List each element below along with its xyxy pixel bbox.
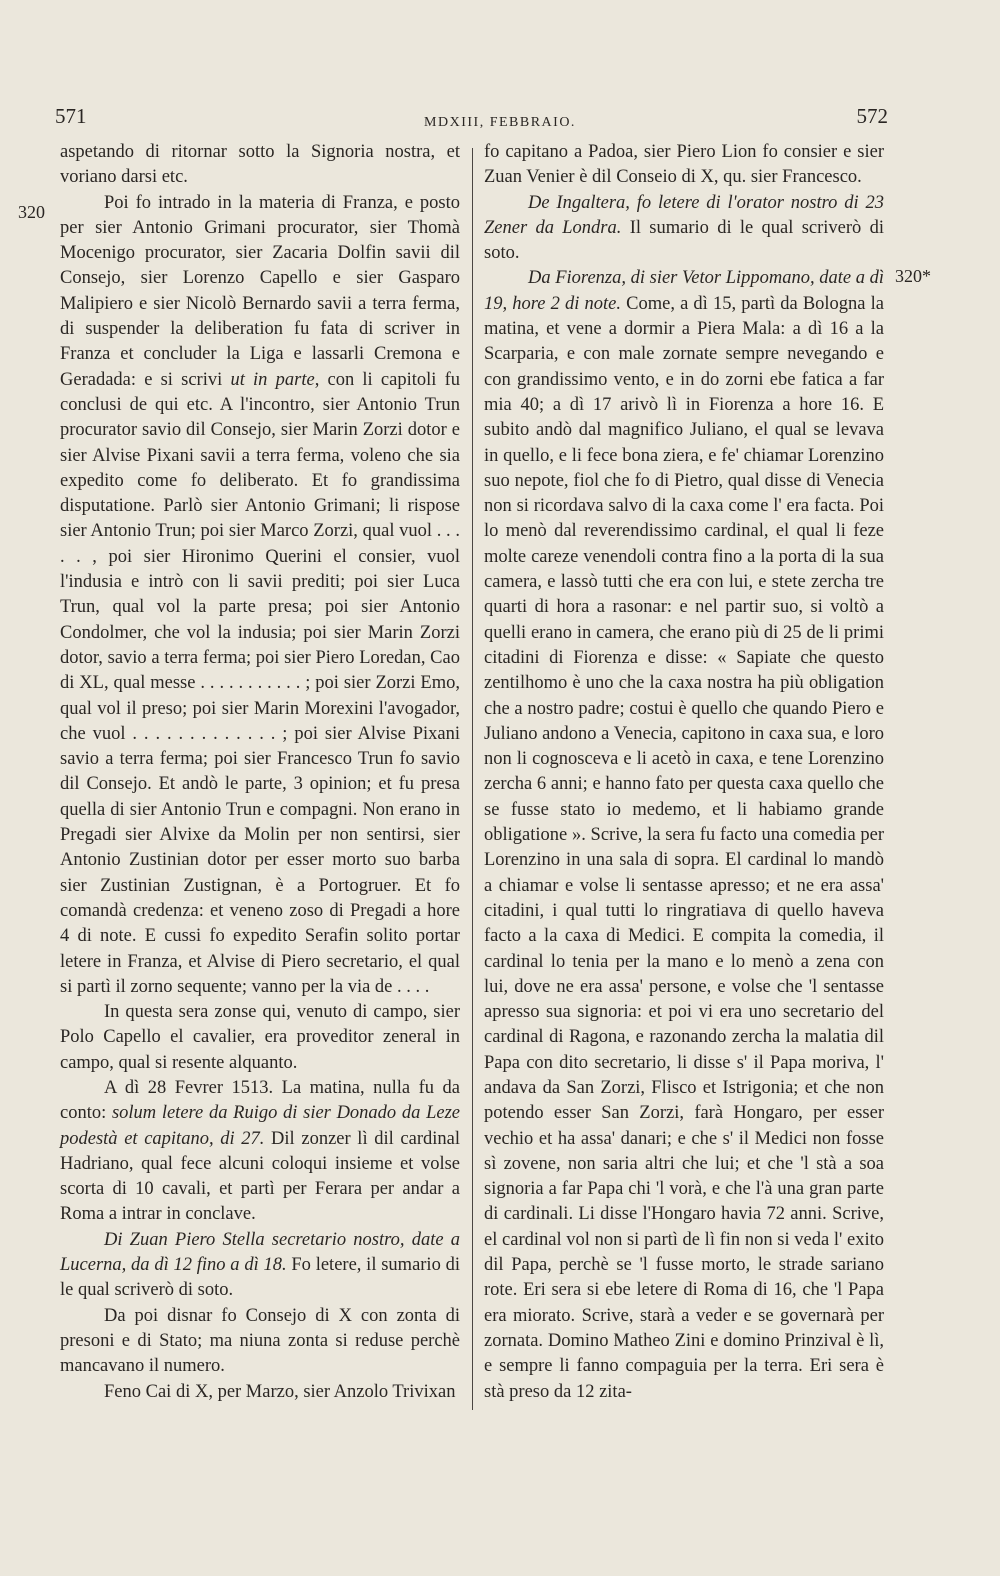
italic-text: De Ingaltera, fo letere di l'orator nostro di 23 Zener da Londra. <box>484 192 884 238</box>
text-run: Come, a dì 15, partì da Bologna la matina, et vene a dormir a Piera Mala: a dì 16 a la Scarparia, e con male zornate sempre nevegando e con grandissimo vento, e in do zorni ebe fatica a far mia 40; a dì 17 arivò lì in Fiorenza a hore 16. E subito andò dal magnifico Juliano, el qual se levava in quello, e li fece bona ziera, e fe' chiamar Lorenzino suo nepote, fiol che fo di Pietro, qual disse di Venecia non si ricordava salvo di la caxa come l' era facta. Poi lo menò dal reverendissimo cardinal, el qual li feze molte careze venendoli contra fino a la porta di la sua camera, e lassò tutti che era con lui, e stete zercha tre quarti di hora a rasonar: e nel partir suo, si voltò a quelli erano in camera, che erano più di 25 de li primi citadini di Fiorenza e disse: « Sapiate che questo zentilhomo è uno che la caxa nostra ha più obligation che a nostro padre; costui è quello che quando Piero e Juliano andono a Venecia, capitono in caxa sua, e loro non li cognosceva e li acetò in caxa, e tene Lorenzino zercha 6 anni; e hanno fato per questa caxa quello che se fusse stato io medemo, et li habiamo grande obligatione ». Scrive, la sera fu facto una comedia per Lorenzino in una sala di sopra. El cardinal lo mandò a chiamar e volse li sentasse apresso; et ne era assa' citadini, i qual tutti lo ringratiava di quello haveva facto a la caxa di Medici. E compita la comedia, il cardinal lo tenia per la mano e lo menò a zena con lui, dove ne era assa' persone, e volse che 'l sentasse apresso sua signoria: et poi vi era uno secretario del cardinal di Ragona, e razonando zercha la malatia dil Papa con dito secretario, li disse s' il Papa moriva, l' andava da San Zorzi, Flisco et Istrigonia; et che non potendo esser San Zorzi, farà Hongaro, per esser vechio et ha assa' danari; e che s' il Medici non fosse sì zovene, non saria altri che lui; et che 'l stà a soa signoria a far Papa chi 'l vorà, e che l'à una gran parte di cardinali. Li disse l'Hongaro havia 72 anni. Scrive, el cardinal vol non si partì de lì fin non si veda l' exito dil Papa, perchè se 'l fusse morto, le strade sariano rote. Eri sera si ebe letere di Roma di 16, che 'l Papa era miorato. Scrive, starà a veder e se governarà per zornata. Domino Matheo Zini e domino Prinzival è lì, e sempre li fanno compaguia per la terra. Eri sera è stà preso da 12 zita- <box>484 293 884 1402</box>
paragraph <box>60 1380 460 1405</box>
paragraph <box>60 1000 460 1076</box>
text-run: Feno Cai di X, per Marzo, sier Anzolo Trivixan <box>104 1381 456 1402</box>
right-page-number: 572 <box>856 104 888 128</box>
text-run: In questa sera zonse qui, venuto di campo, sier Polo Capello el cavalier, era proveditor zeneral in campo, qual si resente alquanto. <box>60 1002 460 1073</box>
left-page-number: 571 <box>55 104 87 128</box>
paragraph <box>60 1228 460 1304</box>
margin-note-left: 320 <box>18 202 45 222</box>
text-run: Poi fo intrado in la materia di Franza, e posto per sier Antonio Grimani procurator, sier Thomà Mocenigo procurator, sier Zacaria Dolfin savii dil Consejo, sier Lorenzo Capello e sier Gasparo Malipiero e sier Nicolò Bernardo savii a terra ferma, di suspender la deliberation fu fata di scriver in Franza et concluder la Liga e lassarli Cremona e Geradada: e si scrivi <box>60 192 460 390</box>
text-run: Da poi disnar fo Consejo di X con zonta di presoni e di Stato; ma niuna zonta si reduse perchè mancavano il numero. <box>60 1305 460 1377</box>
margin-note-right: 320* <box>895 266 931 286</box>
text-run: A dì 28 Fevrer 1513. La matina, nulla fu da conto: <box>60 1077 460 1124</box>
paragraph <box>484 140 884 191</box>
text-run: Dil zonzer lì dil cardinal Hadriano, qual fece alcuni coloqui insieme et volse scorta di 10 cavali, et partì per Ferara per andar a Roma a intrar in conclave. <box>60 1128 460 1225</box>
paragraph <box>484 266 884 1404</box>
paragraph <box>60 1304 460 1380</box>
paragraph <box>484 191 884 267</box>
text-run: fo capitano a Padoa, sier Piero Lion fo consier e sier Zuan Venier è dil Conseio di X, qu. sier Francesco. <box>484 142 884 188</box>
paragraph <box>60 191 460 1001</box>
italic-text: Da Fiorenza, di sier Vetor Lippomano, date a dì 19, hore 2 di note. <box>484 268 884 314</box>
text-run: aspetando di ritornar sotto la Signoria nostra, et voriano darsi etc. <box>60 142 460 188</box>
paragraph <box>60 140 460 191</box>
paragraph <box>60 1076 460 1228</box>
right-column <box>484 140 884 1405</box>
text-run: Fo letere, il sumario di le qual scriverò di soto. <box>60 1255 460 1301</box>
italic-text: Di Zuan Piero Stella secretario nostro, date a Lucerna, da dì 12 fino a dì 18. <box>60 1229 460 1276</box>
italic-text: ut in parte <box>230 369 315 390</box>
text-run: Il sumario di le qual scriverò di soto. <box>484 217 884 264</box>
left-column <box>60 140 460 1405</box>
italic-text: solum letere da Ruigo di sier Donado da Leze podestà et capitano, di 27. <box>60 1103 460 1149</box>
running-title: MDXIII, FEBBRAIO. <box>424 115 576 130</box>
text-run: , con li capitoli fu conclusi de qui etc. A l'incontro, sier Antonio Trun procurator savio dil Consejo, sier Marin Zorzi dotor e sier Alvise Pixani savii a terra ferma, voleno che sia expedito come fo deliberato. Et fo grandissima disputatione. Parlò sier Antonio Grimani; li rispose sier Antonio Trun; poi sier Marco Zorzi, qual vuol . . . . . , poi sier Hironimo Querini el consier, vuol l'indusia e intrò con li savii prediti; poi sier Luca Trun, qual vol la parte presa; poi sier Antonio Condolmer, che vol la indusia; poi sier Marin Zorzi dotor, savio a terra ferma; poi sier Piero Loredan, Cao di XL, qual messe . . . . . . . . . . . ; poi sier Zorzi Emo, qual vol il preso; poi sier Marin Morexini l'avogador, che vuol . . . . . . . . . . . . . ; poi sier Alvise Pixani savio a terra ferma; poi sier Francesco Trun fo savio dil Consejo. Et andò le parte, 3 opinion; et fu presa quella di sier Antonio Trun e compagni. Non erano in Pregadi sier Alvixe da Molin per non sentirsi, sier Antonio Zustinian dotor per esser morto suo barba sier Zustinian Zustignan, è a Portogruer. Et fo comandà credenza: et veneno zoso di Pregadi a hore 4 di note. E cussi fo expedito Serafin solito portar letere in Franza, et Alvise di Piero secretario, el qual si partì il zorno sequente; vanno per la via de . . . . <box>60 369 460 997</box>
column-divider <box>472 148 473 1410</box>
